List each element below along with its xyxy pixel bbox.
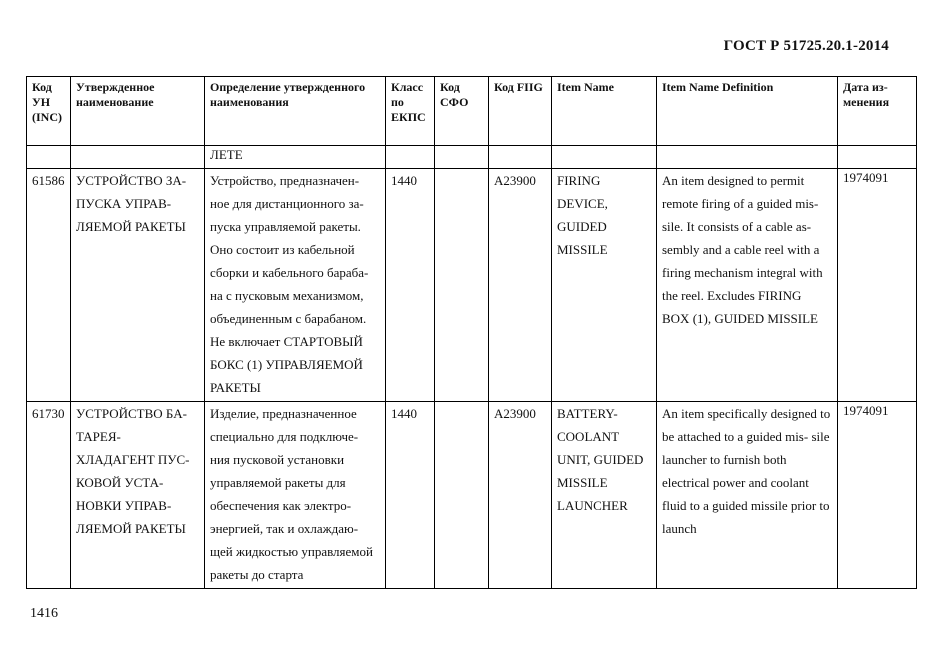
- class-code: 1440: [386, 402, 435, 589]
- item-name-definition: An item specifically designed to be attached to a guided mis- sile launcher to furnish both electrical power and coolant fluid to a guided missile prior to launch: [657, 402, 838, 589]
- change-date: 1974091: [838, 169, 917, 402]
- col-header-item-definition: Item Name Definition: [657, 77, 838, 146]
- table-row: [27, 402, 917, 589]
- table-row: [27, 169, 917, 402]
- page-number: 1416: [30, 606, 58, 621]
- col-header-class: Класс по ЕКПС: [386, 77, 435, 146]
- continuation-definition: ЛЕТЕ: [205, 146, 386, 169]
- col-header-item-name: Item Name: [552, 77, 657, 146]
- continuation-row: [27, 146, 917, 169]
- approved-name: УСТРОЙСТВО ЗА- ПУСКА УПРАВ- ЛЯЕМОЙ РАКЕТЫ: [71, 169, 205, 402]
- item-name-definition: An item designed to permit remote firing of a guided mis- sile. It consists of a cable as- sembly and a cable reel with a firing mechanism integral with the reel. Excludes FIRING BOX (1), GUIDED MISSILE: [657, 169, 838, 402]
- sfo-code: [435, 169, 489, 402]
- sfo-code: [435, 402, 489, 589]
- header-row: [27, 77, 917, 146]
- col-header-date: Дата из- менения: [838, 77, 917, 146]
- item-name: BATTERY- COOLANT UNIT, GUIDED MISSILE LAUNCHER: [552, 402, 657, 589]
- change-date: 1974091: [838, 402, 917, 589]
- col-header-sfo: Код СФО: [435, 77, 489, 146]
- class-code: 1440: [386, 169, 435, 402]
- classification-table: [26, 76, 917, 589]
- inc-code: 61730: [27, 402, 71, 589]
- document-code: ГОСТ Р 51725.20.1-2014: [723, 38, 889, 54]
- col-header-approved-name: Утвержденное наименование: [71, 77, 205, 146]
- col-header-fiig: Код FIIG: [489, 77, 552, 146]
- fiig-code: A23900: [489, 169, 552, 402]
- inc-code: 61586: [27, 169, 71, 402]
- col-header-inc: Код УН (INC): [27, 77, 71, 146]
- definition: Устройство, предназначен- ное для дистанционного за- пуска управляемой ракеты. Оно состоит из кабельной сборки и кабельного бараба- на с пусковым механизмом, объединенным с барабаном. Не включает СТАРТОВЫЙ БОКС (1) УПРАВЛЯЕМОЙ РАКЕТЫ: [205, 169, 386, 402]
- fiig-code: A23900: [489, 402, 552, 589]
- item-name: FIRING DEVICE, GUIDED MISSILE: [552, 169, 657, 402]
- col-header-definition: Определение утвержденного наименования: [205, 77, 386, 146]
- approved-name: УСТРОЙСТВО БА- ТАРЕЯ- ХЛАДАГЕНТ ПУС- КОВОЙ УСТА- НОВКИ УПРАВ- ЛЯЕМОЙ РАКЕТЫ: [71, 402, 205, 589]
- definition: Изделие, предназначенное специально для подключе- ния пусковой установки управляемой ракеты для обеспечения как электро- энергией, так и охлаждаю- щей жидкостью управляемой ракеты до старта: [205, 402, 386, 589]
